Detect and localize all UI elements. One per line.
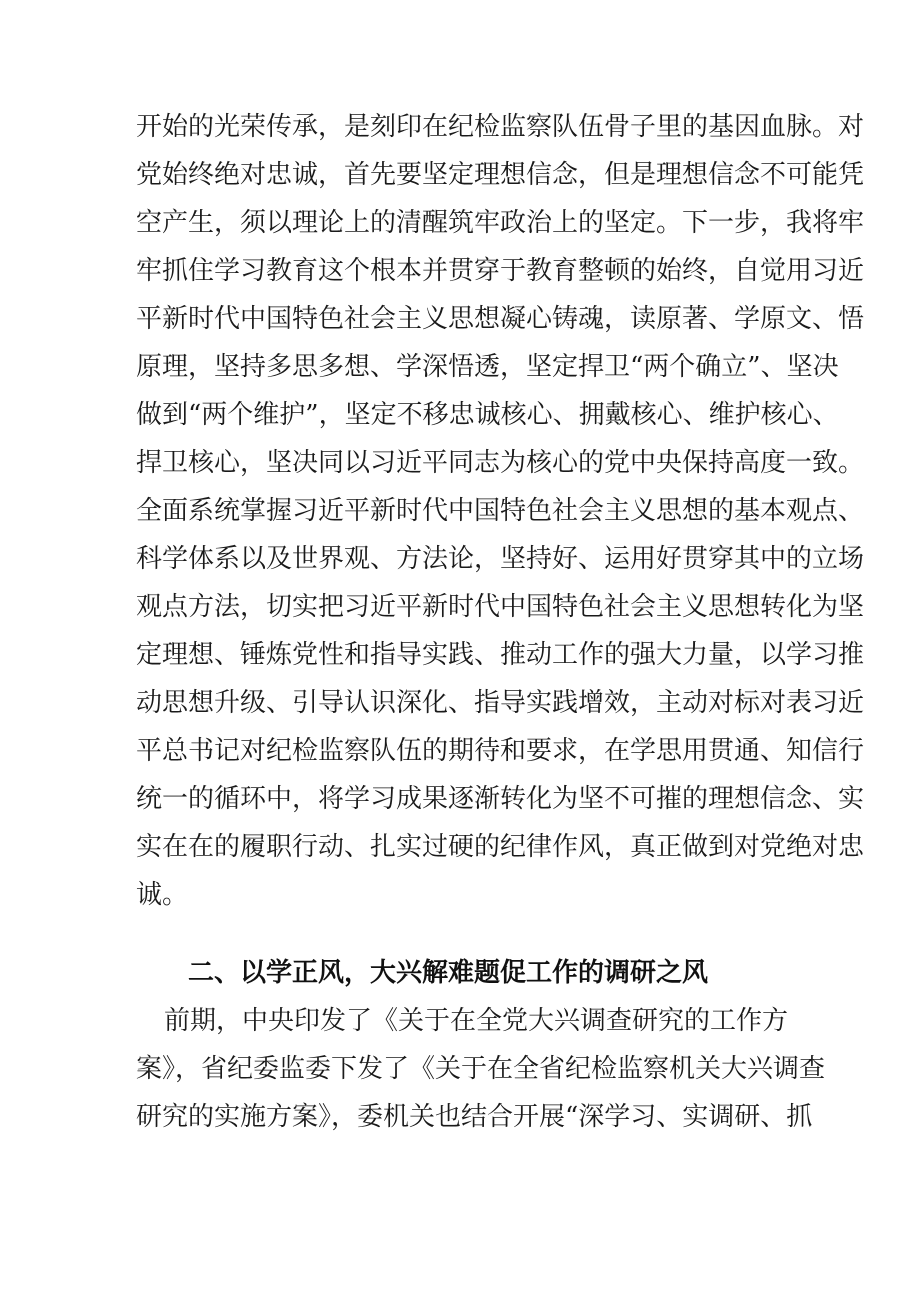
paragraph-1-line-11: 观点方法，切实把习近平新时代中国特色社会主义思想转化为坚	[136, 592, 865, 622]
paragraph-2-line-2: 案》，省纪委监委下发了《关于在全省纪检监察机关大兴调查	[136, 1054, 826, 1084]
paragraph-1-line-3: 空产生，须以理论上的清醒筑牢政治上的坚定。下一步，我将牢	[136, 208, 865, 238]
paragraph-1-line-9: 全面系统掌握习近平新时代中国特色社会主义思想的基本观点、	[136, 496, 865, 526]
paragraph-1-line-12: 定理想、锤炼党性和指导实践、推动工作的强大力量，以学习推	[136, 640, 865, 670]
paragraph-1-line-13: 动思想升级、引导认识深化、指导实践增效，主动对标对表习近	[136, 688, 865, 718]
paragraph-1-line-16: 实在在的履职行动、扎实过硬的纪律作风，真正做到对党绝对忠	[136, 832, 865, 862]
section-heading: 二、以学正风，大兴解难题促工作的调研之风	[188, 958, 709, 988]
paragraph-1-line-5: 平新时代中国特色社会主义思想凝心铸魂，读原著、学原文、悟	[136, 304, 865, 334]
paragraph-1-line-14: 平总书记对纪检监察队伍的期待和要求，在学思用贯通、知信行	[136, 736, 865, 766]
paragraph-1-line-6: 原理，坚持多思多想、学深悟透，坚定捍卫“两个确立”、坚决	[136, 352, 839, 382]
paragraph-1-line-15: 统一的循环中，将学习成果逐渐转化为坚不可摧的理想信念、实	[136, 784, 865, 814]
paragraph-1-line-4: 牢抓住学习教育这个根本并贯穿于教育整顿的始终，自觉用习近	[136, 256, 865, 286]
paragraph-1-line-7: 做到“两个维护”，坚定不移忠诚核心、拥戴核心、维护核心、	[136, 400, 839, 430]
paragraph-1-line-8: 捍卫核心，坚决同以习近平同志为核心的党中央保持高度一致。	[136, 448, 865, 478]
paragraph-1-line-10: 科学体系以及世界观、方法论，坚持好、运用好贯穿其中的立场	[136, 544, 865, 574]
paragraph-2-line-1: 前期，中央印发了《关于在全党大兴调查研究的工作方	[164, 1006, 789, 1036]
paragraph-1-line-17: 诚。	[136, 880, 189, 910]
paragraph-2-line-3: 研究的实施方案》，委机关也结合开展“深学习、实调研、抓	[136, 1102, 813, 1132]
paragraph-1-line-1: 开始的光荣传承，是刻印在纪检监察队伍骨子里的基因血脉。对	[136, 112, 865, 142]
paragraph-1-line-2: 党始终绝对忠诚，首先要坚定理想信念，但是理想信念不可能凭	[136, 160, 865, 190]
